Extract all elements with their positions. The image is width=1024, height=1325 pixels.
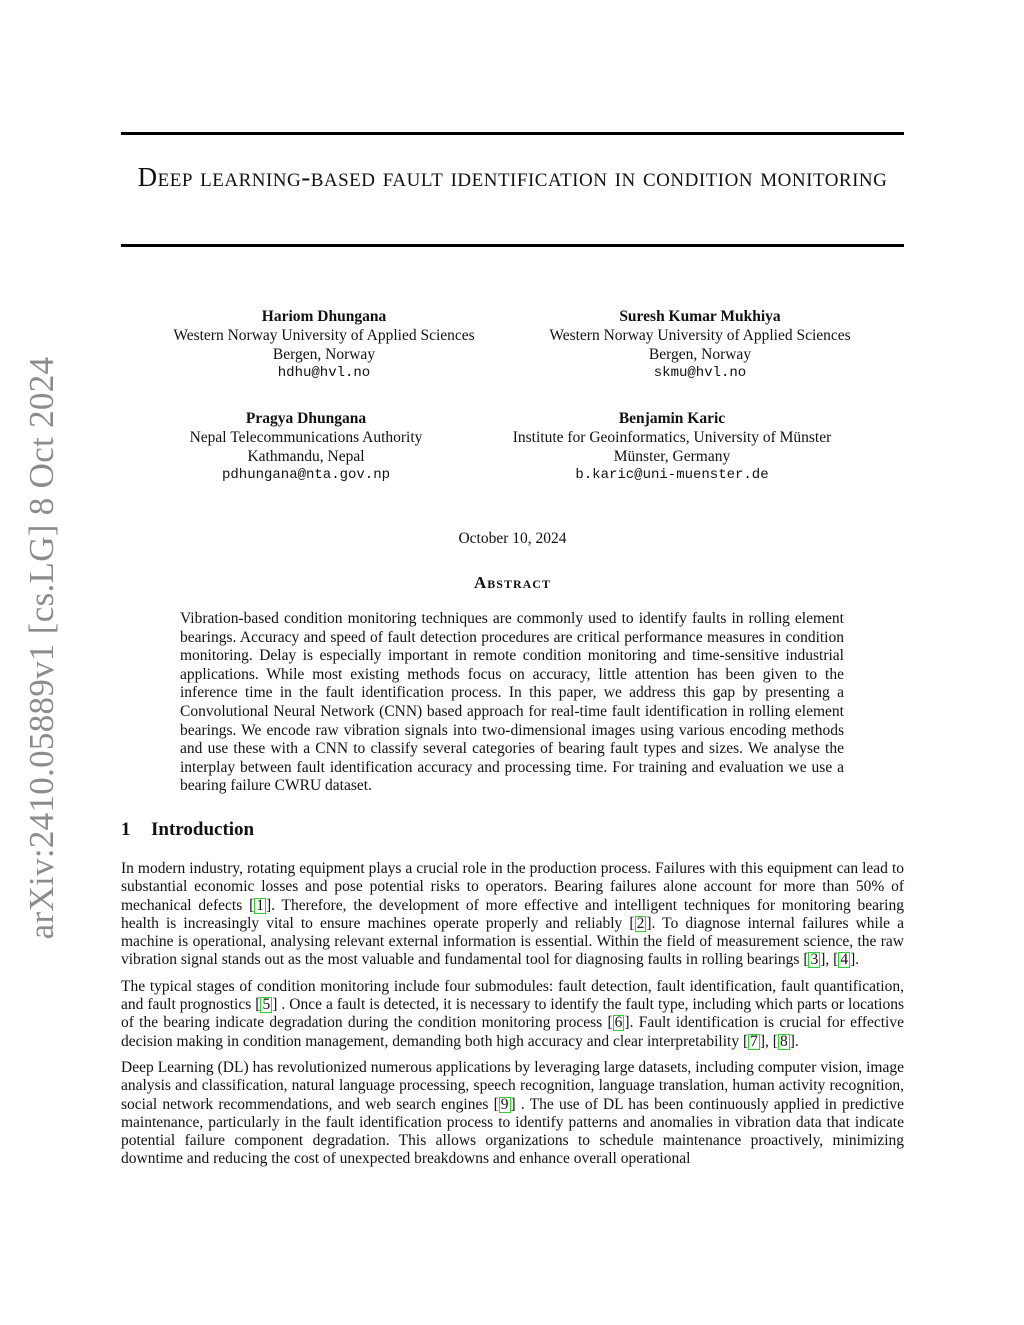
abstract-text: Vibration-based condition monitoring techniques are commonly used to identify faults in rolling element bearings. Accuracy and speed of fault detection procedures are critical performance measures in condition monitoring. Delay is especially important in remote condition monitoring and time-sensitive industrial applications. While most existing methods focus on accuracy, little attention has been given to the inference time in the fault identification process. In this paper, we address this gap by presenting a Convolutional Neural Network (CNN) based approach for real-time fault identification in rolling element bearings. We encode raw vibration signals into two-dimensional images using various encoding methods and use these with a CNN to classify several categories of bearing fault types and sizes. We analyse the interplay between fault identification accuracy and processing time. For training and evaluation we use a bearing failure CWRU dataset.: [180, 610, 844, 795]
citation-link[interactable]: 9: [500, 1095, 509, 1113]
author-location: Bergen, Norway: [272, 346, 376, 363]
introduction-body: [121, 860, 904, 1177]
paragraph-text: . To diagnose internal failures while a machine is operational, analysing relevant external information is essential. Within the field of measurement science, the raw vibration signal stands out as the most valuable and fundamental tool for diagnosing faults in rolling bearings: [121, 914, 905, 969]
citation-link[interactable]: 6: [614, 1014, 623, 1032]
body-paragraph: Deep Learning (DL) has revolutionized numerous applications by leveraging large datasets, including computer vision, image analysis and classification, natural language processing, speech recognition, language translation, human activity recognition, social network recommendations, and web search engines [ 9 ] . The use of DL has been continuously applied in predictive maintenance, particularly in the fault identification process to identify patterns and anomalies in vibration data that indicate potential failure component degradation. This allows organizations to schedule maintenance proactively, minimizing downtime and reducing the cost of unexpected breakdowns and enhance overall operational: [121, 1058, 904, 1168]
author-email[interactable]: b.karic@uni-muenster.de: [575, 467, 769, 483]
author-location: Münster, Germany: [613, 448, 731, 465]
body-paragraph: The typical stages of condition monitoring include four submodules: fault detection, fault identification, fault quantification, and fault prognostics [ 5 ] . Once a fault is detected, it is necessary to identify the fault type, including which parts or locations of the bearing indicate degradation during the condition monitoring process [ 6 ]. Fault identification is crucial for effective decision making in condition management, demanding both high accuracy and clear interpretability [ 7 ], [ 8 ].: [121, 977, 904, 1050]
paragraph-text: . Fault identification is crucial for effective decision making in condition management, demanding both high accuracy and clear interpretability: [121, 1014, 904, 1050]
author-name: Suresh Kumar Mukhiya: [619, 308, 781, 325]
paragraph-text: . The use of DL has been continuously applied in predictive maintenance, particularly in the fault identification process to identify patterns and anomalies in vibration data that indicate potential failure component degradation. This allows organizations to schedule maintenance proactively, minimizing downtime and reducing the cost of unexpected breakdowns and enhance overall operational: [121, 1095, 904, 1168]
paragraph-text: ,: [765, 1032, 773, 1050]
citation-link[interactable]: 8: [779, 1032, 788, 1050]
citation-link[interactable]: 1: [256, 896, 264, 914]
body-paragraph: In modern industry, rotating equipment plays a crucial role in the production process. Failures with this equipment can lead to substantial economic losses and pose potential risks to operators. Bearing failures alone account for more than 50% of mechanical defects [ 1 ]. Therefore, the development of more effective and intelligent techniques for monitoring bearing health is increasingly vital to ensure machines operate properly and reliably [ 2 ]. To diagnose internal failures while a machine is operational, analysing relevant external information is essential. Within the field of measurement science, the raw vibration signal stands out as the most valuable and fundamental tool for diagnosing faults in rolling bearings [ 3 ], [ 4 ].: [121, 860, 905, 969]
section-heading: [121, 819, 254, 841]
author-email[interactable]: pdhungana@nta.gov.np: [221, 467, 391, 483]
author-name: Pragya Dhungana: [245, 410, 367, 427]
author-email[interactable]: skmu@hvl.no: [653, 365, 747, 381]
author-name: Benjamin Karic: [618, 410, 726, 427]
citation-link[interactable]: 7: [750, 1032, 758, 1050]
section-number: 1: [121, 819, 131, 840]
title-rule-top: [121, 132, 904, 135]
author-block: [124, 307, 524, 383]
abstract-heading: Abstract: [474, 573, 551, 592]
citation-link[interactable]: 4: [840, 951, 849, 969]
paragraph-text: Deep Learning (DL) has revolutionized numerous applications by leveraging large datasets, including computer vision, image analysis and classification, natural language processing, speech recognition, language translation, human activity recognition, social network recommendations, and web search engines: [121, 1058, 904, 1113]
paragraph-text: ,: [825, 951, 834, 969]
citation-link[interactable]: 2: [636, 914, 645, 932]
author-block: [106, 409, 506, 485]
paragraph-text: .: [794, 1032, 799, 1050]
publication-date: October 10, 2024: [458, 530, 567, 547]
paragraph-text: In modern industry, rotating equipment plays a crucial role in the production process. Failures with this equipment can lead to substantial economic losses and pose potential risks to operators. Bearing failures alone account for more than 50% of mechanical defects: [121, 860, 904, 914]
author-affiliation: Institute for Geoinformatics, University of Münster: [512, 429, 832, 446]
paragraph-text: . Therefore, the development of more effective and intelligent techniques for monitoring bearing health is increasingly vital to ensure machines operate properly and reliably: [121, 896, 904, 932]
author-name: Hariom Dhungana: [261, 308, 387, 325]
paragraph-text: .: [855, 951, 860, 969]
arxiv-identifier: arXiv:2410.05889v1 [cs.LG] 8 Oct 2024: [22, 356, 61, 940]
author-block: [500, 307, 900, 383]
author-location: Bergen, Norway: [648, 346, 752, 363]
section-title: Introduction: [151, 819, 255, 840]
paper-title: Deep learning-based fault identification in condition monitoring: [137, 162, 888, 192]
paragraph-text: The typical stages of condition monitoring include four submodules: fault detection, fault identification, fault quantification, and fault prognostics: [121, 977, 904, 1014]
author-email[interactable]: hdhu@hvl.no: [277, 365, 371, 381]
author-affiliation: Western Norway University of Applied Sciences: [549, 327, 851, 344]
paragraph-text: . Once a fault is detected, it is necessary to identify the fault type, including which parts or locations of the bearing indicate degradation during the condition monitoring process: [121, 996, 904, 1032]
author-block: [472, 409, 872, 485]
author-affiliation: Western Norway University of Applied Sciences: [173, 327, 475, 344]
title-rule-bottom: [121, 244, 904, 247]
citation-link[interactable]: 5: [262, 996, 271, 1014]
author-affiliation: Nepal Telecommunications Authority: [189, 429, 423, 446]
citation-link[interactable]: 3: [810, 951, 819, 969]
author-location: Kathmandu, Nepal: [247, 448, 365, 465]
